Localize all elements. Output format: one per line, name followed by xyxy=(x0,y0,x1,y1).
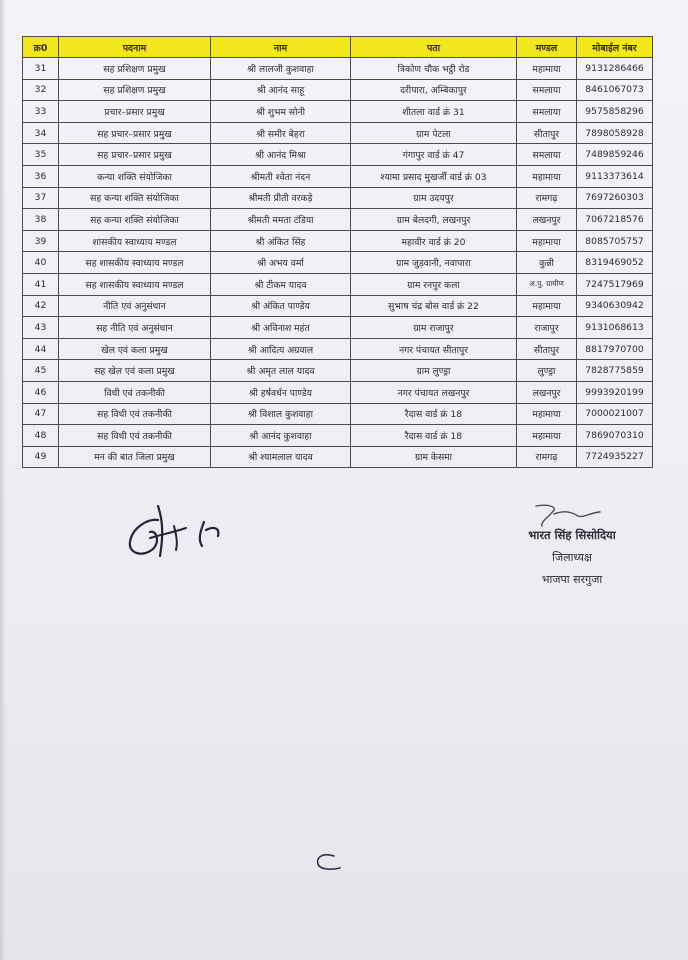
cell-post: कन्या शक्ति संयोजिका xyxy=(59,165,211,187)
cell-address: ग्राम लुण्ड्रा xyxy=(351,360,517,382)
cell-mandal: महामाया xyxy=(517,165,577,187)
cell-mandal: रामगढ़ xyxy=(517,187,577,209)
cell-address: सुभाष चंद्र बोस वार्ड क्रं 22 xyxy=(351,295,517,317)
cell-name: श्री अंकित पाण्डेय xyxy=(211,295,351,317)
cell-mandal: महामाया xyxy=(517,295,577,317)
table-row xyxy=(23,446,653,468)
cell-mobile: 8319469052 xyxy=(577,252,653,274)
cell-address: रैदास वार्ड क्रं 18 xyxy=(351,425,517,447)
cell-mandal: कुन्नी xyxy=(517,252,577,274)
cell-serial-no: 45 xyxy=(23,360,59,382)
cell-name: श्री अभय वर्मा xyxy=(211,252,351,274)
cell-address: रैदास वार्ड क्रं 18 xyxy=(351,403,517,425)
cell-address: श्यामा प्रसाद मुखर्जी वार्ड क्रं 03 xyxy=(351,165,517,187)
cell-mobile: 8085705757 xyxy=(577,230,653,252)
signatory-block xyxy=(502,528,642,587)
cell-serial-no: 37 xyxy=(23,187,59,209)
handwritten-signature-right xyxy=(526,500,616,530)
cell-name: श्री हर्षवर्धन पाण्डेय xyxy=(211,381,351,403)
cell-mobile: 7247517969 xyxy=(577,273,653,295)
table-row xyxy=(23,144,653,166)
table-row xyxy=(23,295,653,317)
cell-name: श्री समीर बेहरा xyxy=(211,122,351,144)
table-header-row xyxy=(23,37,653,58)
cell-serial-no: 31 xyxy=(23,58,59,80)
cell-post: सह खेल एवं कला प्रमुख xyxy=(59,360,211,382)
cell-serial-no: 49 xyxy=(23,446,59,468)
table-row xyxy=(23,425,653,447)
cell-post: सह कन्या शक्ति संयोजिका xyxy=(59,187,211,209)
cell-post: सह शासकीय स्वाध्याय मण्डल xyxy=(59,252,211,274)
cell-post: शासकीय स्वाध्याय मण्डल xyxy=(59,230,211,252)
cell-serial-no: 48 xyxy=(23,425,59,447)
pen-mark xyxy=(310,850,344,876)
cell-post: सह शासकीय स्वाध्याय मण्डल xyxy=(59,273,211,295)
cell-mandal: लुण्ड्रा xyxy=(517,360,577,382)
cell-address: शीतला वार्ड क्रं 31 xyxy=(351,101,517,123)
cell-serial-no: 33 xyxy=(23,101,59,123)
cell-mobile: 9113373614 xyxy=(577,165,653,187)
cell-address: ग्राम जुड़वानी, नवापारा xyxy=(351,252,517,274)
cell-serial-no: 36 xyxy=(23,165,59,187)
cell-mandal: राजापुर xyxy=(517,317,577,339)
table-row xyxy=(23,122,653,144)
cell-serial-no: 42 xyxy=(23,295,59,317)
table-row xyxy=(23,317,653,339)
cell-address: दरीपारा, अम्बिकापुर xyxy=(351,79,517,101)
cell-mandal: सीतापुर xyxy=(517,122,577,144)
cell-name: श्री आदित्य अग्रवाल xyxy=(211,338,351,360)
cell-post: सह विधी एवं तकनीकी xyxy=(59,425,211,447)
cell-mandal: रामगढ़ xyxy=(517,446,577,468)
cell-mandal: समलाया xyxy=(517,144,577,166)
cell-name: श्रीमती श्वेता नंदन xyxy=(211,165,351,187)
signatory-name: भारत सिंह सिसोदिया xyxy=(528,528,616,542)
cell-mobile: 7724935227 xyxy=(577,446,653,468)
cell-address: गंगापुर वार्ड क्रं 47 xyxy=(351,144,517,166)
table-row xyxy=(23,338,653,360)
table-row xyxy=(23,101,653,123)
cell-mobile: 8461067073 xyxy=(577,79,653,101)
cell-address: ग्राम रनपुर कला xyxy=(351,273,517,295)
table-row xyxy=(23,360,653,382)
header-mobile: मोबाईल नंबर xyxy=(577,37,653,58)
cell-serial-no: 47 xyxy=(23,403,59,425)
cell-mandal: महामाया xyxy=(517,230,577,252)
cell-address: ग्राम पेटला xyxy=(351,122,517,144)
cell-mandal: महामाया xyxy=(517,403,577,425)
cell-name: श्री टीकम यादव xyxy=(211,273,351,295)
cell-name: श्री आनंद मिश्रा xyxy=(211,144,351,166)
cell-name: श्री लालजी कुशवाहा xyxy=(211,58,351,80)
cell-name: श्री आनंद साहू xyxy=(211,79,351,101)
cell-mobile: 9131068613 xyxy=(577,317,653,339)
table-body xyxy=(23,58,653,468)
cell-post: सह प्रचार–प्रसार प्रमुख xyxy=(59,144,211,166)
cell-post: मन की बात जिला प्रमुख xyxy=(59,446,211,468)
cell-name: श्री श्यामलाल यादव xyxy=(211,446,351,468)
cell-mobile: 7898058928 xyxy=(577,122,653,144)
cell-name: श्री अविनाश महंत xyxy=(211,317,351,339)
cell-mobile: 9340630942 xyxy=(577,295,653,317)
cell-post: विधी एवं तकनीकी xyxy=(59,381,211,403)
cell-serial-no: 32 xyxy=(23,79,59,101)
cell-post: सह प्रशिक्षण प्रमुख xyxy=(59,58,211,80)
table-row xyxy=(23,187,653,209)
cell-mobile: 9993920199 xyxy=(577,381,653,403)
office-bearers-table xyxy=(22,36,653,468)
cell-name: श्री अमृत लाल यादव xyxy=(211,360,351,382)
cell-serial-no: 38 xyxy=(23,209,59,231)
cell-mandal: महामाया xyxy=(517,425,577,447)
table-row xyxy=(23,252,653,274)
cell-mobile: 9131286466 xyxy=(577,58,653,80)
cell-name: श्री आनंद कुशवाहा xyxy=(211,425,351,447)
header-post: पदनाम xyxy=(59,37,211,58)
cell-post: सह विधी एवं तकनीकी xyxy=(59,403,211,425)
cell-address: नगर पंचायत सीतापुर xyxy=(351,338,517,360)
cell-mandal: लखनपुर xyxy=(517,381,577,403)
cell-post: नीति एवं अनुसंधान xyxy=(59,295,211,317)
header-name: नाम xyxy=(211,37,351,58)
cell-mobile: 8817970700 xyxy=(577,338,653,360)
cell-mandal: अ.पु. ग्रामीण xyxy=(517,273,577,295)
header-serial-no: क्र0 xyxy=(23,37,59,58)
cell-post: खेल एवं कला प्रमुख xyxy=(59,338,211,360)
cell-post: सह प्रचार–प्रसार प्रमुख xyxy=(59,122,211,144)
signatory-designation: जिलाध्यक्ष xyxy=(552,551,592,564)
cell-mobile: 7489859246 xyxy=(577,144,653,166)
cell-address: ग्राम राजापुर xyxy=(351,317,517,339)
cell-mobile: 7869070310 xyxy=(577,425,653,447)
cell-serial-no: 40 xyxy=(23,252,59,274)
cell-mobile: 9575858296 xyxy=(577,101,653,123)
cell-mobile: 7697260303 xyxy=(577,187,653,209)
cell-name: श्रीमती ममता टंडिया xyxy=(211,209,351,231)
cell-mobile: 7067218576 xyxy=(577,209,653,231)
table-row xyxy=(23,58,653,80)
cell-address: नगर पंचायत लखनपुर xyxy=(351,381,517,403)
table-row xyxy=(23,79,653,101)
cell-address: ग्राम उदयपुर xyxy=(351,187,517,209)
cell-address: ग्राम बेलदगी, लखनपुर xyxy=(351,209,517,231)
table-row xyxy=(23,230,653,252)
cell-post: सह नीति एवं अनुसंधान xyxy=(59,317,211,339)
cell-mandal: लखनपुर xyxy=(517,209,577,231)
handwritten-signature-left xyxy=(120,498,240,568)
cell-name: श्री शुभम सोनी xyxy=(211,101,351,123)
cell-mobile: 7000021007 xyxy=(577,403,653,425)
header-mandal: मण्डल xyxy=(517,37,577,58)
cell-mandal: महामाया xyxy=(517,58,577,80)
cell-serial-no: 43 xyxy=(23,317,59,339)
cell-serial-no: 46 xyxy=(23,381,59,403)
cell-mandal: समलाया xyxy=(517,101,577,123)
table-row xyxy=(23,381,653,403)
cell-post: सह प्रशिक्षण प्रमुख xyxy=(59,79,211,101)
cell-serial-no: 41 xyxy=(23,273,59,295)
table-row xyxy=(23,403,653,425)
cell-post: सह कन्या शक्ति संयोजिका xyxy=(59,209,211,231)
cell-post: प्रचार–प्रसार प्रमुख xyxy=(59,101,211,123)
table-row xyxy=(23,165,653,187)
cell-address: ग्राम केसमा xyxy=(351,446,517,468)
cell-address: महावीर वार्ड क्रं 20 xyxy=(351,230,517,252)
cell-serial-no: 35 xyxy=(23,144,59,166)
table-row xyxy=(23,209,653,231)
signatory-organization: भाजपा सरगुजा xyxy=(541,573,603,586)
cell-address: त्रिकोण चौक भट्ठी रोड xyxy=(351,58,517,80)
header-address: पता xyxy=(351,37,517,58)
cell-serial-no: 39 xyxy=(23,230,59,252)
table-row xyxy=(23,273,653,295)
cell-name: श्रीमती प्रीती वरकड़े xyxy=(211,187,351,209)
cell-mandal: समलाया xyxy=(517,79,577,101)
cell-name: श्री विशाल कुशवाहा xyxy=(211,403,351,425)
cell-mobile: 7828775859 xyxy=(577,360,653,382)
cell-serial-no: 34 xyxy=(23,122,59,144)
cell-serial-no: 44 xyxy=(23,338,59,360)
cell-mandal: सीतापुर xyxy=(517,338,577,360)
cell-name: श्री अंकित सिंह xyxy=(211,230,351,252)
